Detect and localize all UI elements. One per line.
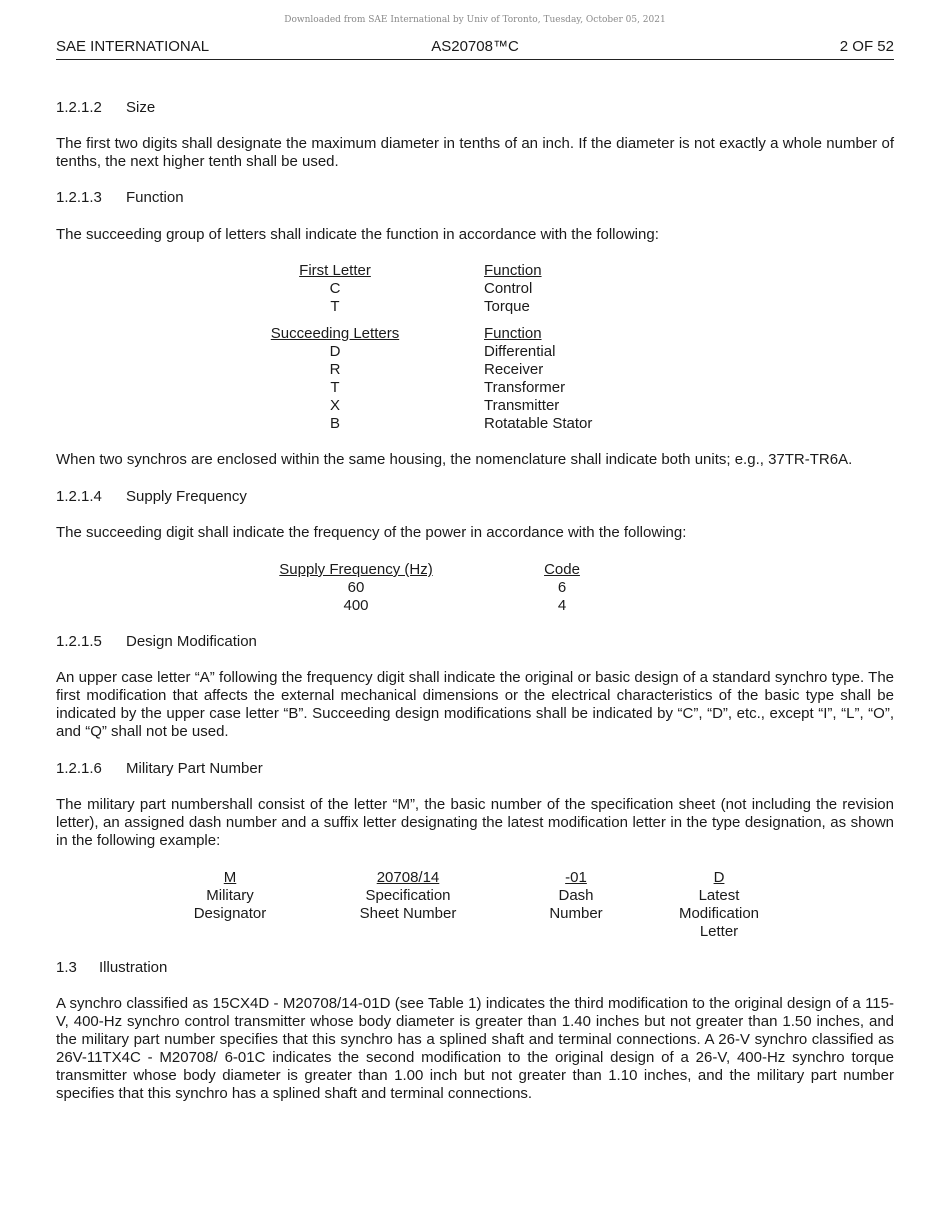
table-cell: Torque	[484, 298, 530, 315]
example-label: Letter	[699, 923, 739, 940]
section-title: Function	[126, 189, 184, 206]
section-number: 1.2.1.4	[56, 488, 102, 505]
header-document-number: AS20708™C	[431, 38, 519, 55]
section-heading-function	[56, 189, 184, 207]
table-header-first-letter: First Letter	[299, 262, 371, 279]
section-number: 1.2.1.3	[56, 189, 102, 206]
section-heading-supply-frequency	[56, 488, 247, 506]
table-cell: 60	[347, 579, 365, 596]
section-heading-size	[56, 99, 155, 117]
section-number: 1.2.1.2	[56, 99, 102, 116]
example-label: Modification	[678, 905, 760, 922]
table-cell: 4	[557, 597, 567, 614]
table-cell: Transformer	[484, 379, 566, 396]
example-code-dash: -01	[565, 869, 587, 886]
table-header-succeeding-letters: Succeeding Letters	[270, 325, 400, 342]
example-label: Military	[206, 887, 254, 904]
table-header-supply-frequency: Supply Frequency (Hz)	[279, 561, 433, 578]
paragraph-two-synchros: When two synchros are enclosed within the same housing, the nomenclature shall indicate both units; e.g., 37TR-TR6A.	[56, 451, 853, 468]
section-title: Military Part Number	[126, 760, 263, 777]
table-cell: T	[330, 298, 340, 315]
section-heading-design-modification	[56, 633, 257, 651]
section-title: Size	[126, 99, 156, 116]
table-cell: D	[329, 343, 341, 360]
paragraph-supply-frequency: The succeeding digit shall indicate the frequency of the power in accordance with the following:	[56, 524, 687, 541]
section-heading-military-part-number	[56, 760, 263, 778]
example-label: Specification	[365, 887, 451, 904]
section-heading-illustration	[56, 959, 167, 977]
example-label: Number	[549, 905, 603, 922]
table-cell: Receiver	[484, 361, 544, 378]
table-header-code: Code	[544, 561, 580, 578]
example-label: Sheet Number	[359, 905, 457, 922]
section-title: Illustration	[99, 959, 168, 976]
table-cell: Transmitter	[484, 397, 560, 414]
paragraph-military-part-number: The military part numbershall consist of the letter “M”, the basic number of the specification sheet (not including the revision letter), an assigned dash number and a suffix letter designating the latest modification letter in the type designation, as shown in the following example:	[56, 796, 894, 849]
table-cell: 6	[557, 579, 567, 596]
table-header-function: Function	[484, 325, 542, 342]
table-header-function: Function	[484, 262, 542, 279]
paragraph-illustration: A synchro classified as 15CX4D - M20708/14-01D (see Table 1) indicates the third modification to the original design of a 115-V, 400-Hz synchro control transmitter whose body diameter is greater than 1.40 inches but not greater than 1.50 inches, and the military part number specifies that this synchro has a splined shaft and terminal connections. A 26-V synchro classified as 26V-11TX4C - M20708/ 6-01C indicates the second modification to the original design of a 26-V, 400-Hz synchro torque transmitter whose body diameter is greater than 1.00 inch but not greater than 1.10 inches, and the military part number specifies that this synchro has a splined shaft and terminal connections.	[56, 995, 894, 1102]
table-cell: X	[329, 397, 340, 414]
table-cell: Control	[484, 280, 533, 297]
table-cell: C	[329, 280, 341, 297]
section-title: Supply Frequency	[126, 488, 247, 505]
table-cell: Differential	[484, 343, 556, 360]
header-organization: SAE INTERNATIONAL	[56, 38, 210, 55]
header-rule	[56, 59, 894, 60]
example-label: Latest	[698, 887, 740, 904]
example-label: Dash	[558, 887, 594, 904]
paragraph-size: The first two digits shall designate the maximum diameter in tenths of an inch. If the diameter is not exactly a whole number of tenths, the next higher tenth shall be used.	[56, 135, 894, 170]
table-cell: T	[330, 379, 340, 396]
example-code-modification: D	[713, 869, 725, 886]
section-number: 1.2.1.5	[56, 633, 102, 650]
section-number: 1.2.1.6	[56, 760, 102, 777]
paragraph-design-modification: An upper case letter “A” following the frequency digit shall indicate the original or basic design of a standard synchro type. The first modification that affects the external mechanical dimensions or the electrical characteristics of the basic type shall be indicated by the upper case letter “B”. Succeeding design modifications shall be indicated by “C”, “D”, etc., except “I”, “L”, “O”, and “Q” shall not be used.	[56, 669, 894, 740]
example-code-military: M	[223, 869, 237, 886]
paragraph-function: The succeeding group of letters shall indicate the function in accordance with the following:	[56, 226, 659, 243]
download-watermark: Downloaded from SAE International by Univ of Toronto, Tuesday, October 05, 2021	[284, 15, 666, 25]
example-code-specification: 20708/14	[376, 869, 440, 886]
table-cell: B	[329, 415, 340, 432]
header-page-number: 2 OF 52	[839, 38, 894, 55]
table-cell: Rotatable Stator	[484, 415, 593, 432]
section-title: Design Modification	[126, 633, 257, 650]
example-label: Designator	[193, 905, 267, 922]
section-number: 1.3	[56, 959, 77, 976]
table-cell: R	[329, 361, 341, 378]
table-cell: 400	[343, 597, 369, 614]
